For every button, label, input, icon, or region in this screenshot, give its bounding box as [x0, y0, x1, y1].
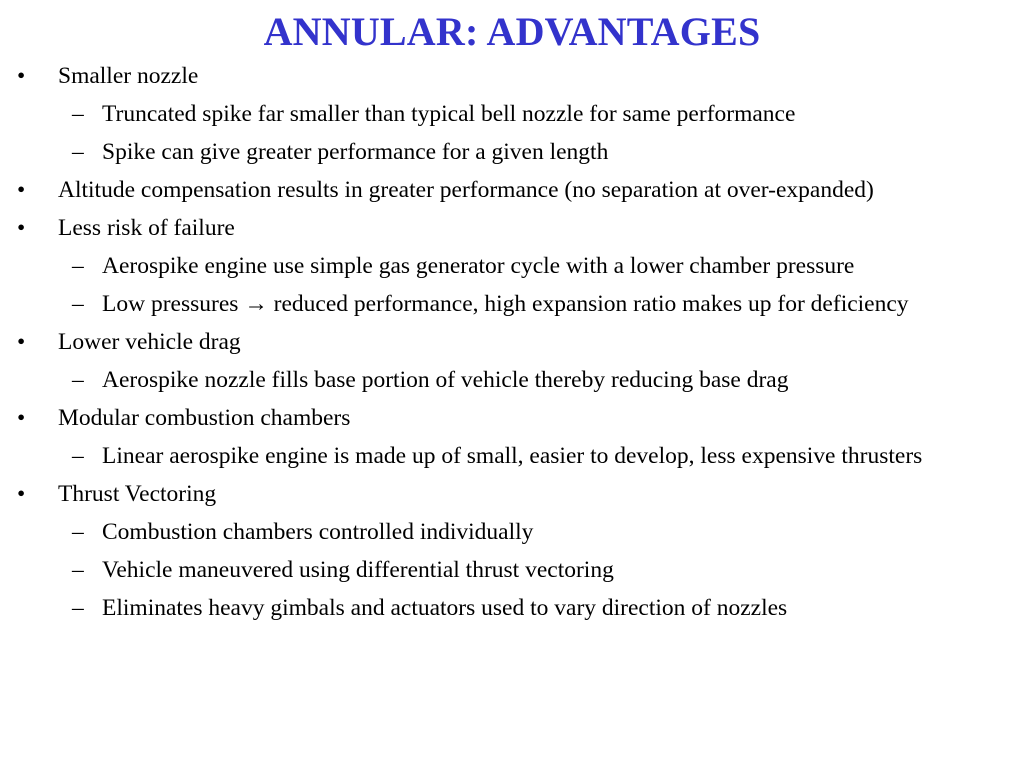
bullet-marker: • [17, 63, 26, 89]
sub-bullet-marker: – [72, 139, 84, 165]
bullet-text: Smaller nozzle [58, 63, 199, 89]
bullet-item [0, 476, 1024, 514]
bullet-text: Altitude compensation results in greater performance (no separation at over-expanded) [58, 177, 874, 203]
sub-bullet-marker: – [72, 519, 84, 545]
sub-bullet-item [0, 552, 1024, 590]
sub-bullet-text: Aerospike nozzle fills base portion of vehicle thereby reducing base drag [102, 367, 789, 393]
bullet-marker: • [17, 177, 26, 203]
sub-bullet-item [0, 514, 1024, 552]
bullet-marker: • [17, 215, 26, 241]
sub-bullet-text: Aerospike engine use simple gas generator cycle with a lower chamber pressure [102, 253, 855, 279]
sub-bullet-item [0, 248, 1024, 286]
sub-bullet-text: Low pressures → reduced performance, high expansion ratio makes up for deficiency [102, 291, 909, 317]
sub-bullet-item [0, 438, 1024, 476]
sub-bullet-text: Eliminates heavy gimbals and actuators used to vary direction of nozzles [102, 595, 788, 621]
sub-bullet-item [0, 286, 1024, 324]
bullet-text: Lower vehicle drag [58, 329, 241, 355]
sub-bullet-marker: – [72, 253, 84, 279]
sub-bullet-item [0, 590, 1024, 628]
sub-bullet-text: Vehicle maneuvered using differential thrust vectoring [102, 557, 614, 583]
slide-title: ANNULAR: ADVANTAGES [263, 9, 761, 54]
sub-bullet-item [0, 96, 1024, 134]
sub-bullet-item [0, 362, 1024, 400]
sub-bullet-item [0, 134, 1024, 172]
sub-bullet-text: Combustion chambers controlled individually [102, 519, 534, 545]
sub-bullet-marker: – [72, 367, 84, 393]
sub-bullet-marker: – [72, 557, 84, 583]
bullet-item [0, 324, 1024, 362]
sub-bullet-marker: – [72, 101, 84, 127]
bullet-item [0, 172, 1024, 210]
bullet-item [0, 210, 1024, 248]
sub-bullet-text: Truncated spike far smaller than typical bell nozzle for same performance [102, 101, 796, 127]
bullet-item [0, 400, 1024, 438]
bullet-text: Modular combustion chambers [58, 405, 351, 431]
sub-bullet-text: Spike can give greater performance for a given length [102, 139, 609, 165]
bullet-marker: • [17, 405, 26, 431]
bullet-list [0, 58, 1024, 628]
bullet-text: Thrust Vectoring [58, 481, 217, 507]
sub-bullet-marker: – [72, 443, 84, 469]
sub-bullet-marker: – [72, 291, 84, 317]
bullet-item [0, 58, 1024, 96]
bullet-marker: • [17, 329, 26, 355]
bullet-text: Less risk of failure [58, 215, 235, 241]
bullet-marker: • [17, 481, 26, 507]
sub-bullet-text: Linear aerospike engine is made up of small, easier to develop, less expensive thrusters [102, 443, 923, 469]
sub-bullet-marker: – [72, 595, 84, 621]
